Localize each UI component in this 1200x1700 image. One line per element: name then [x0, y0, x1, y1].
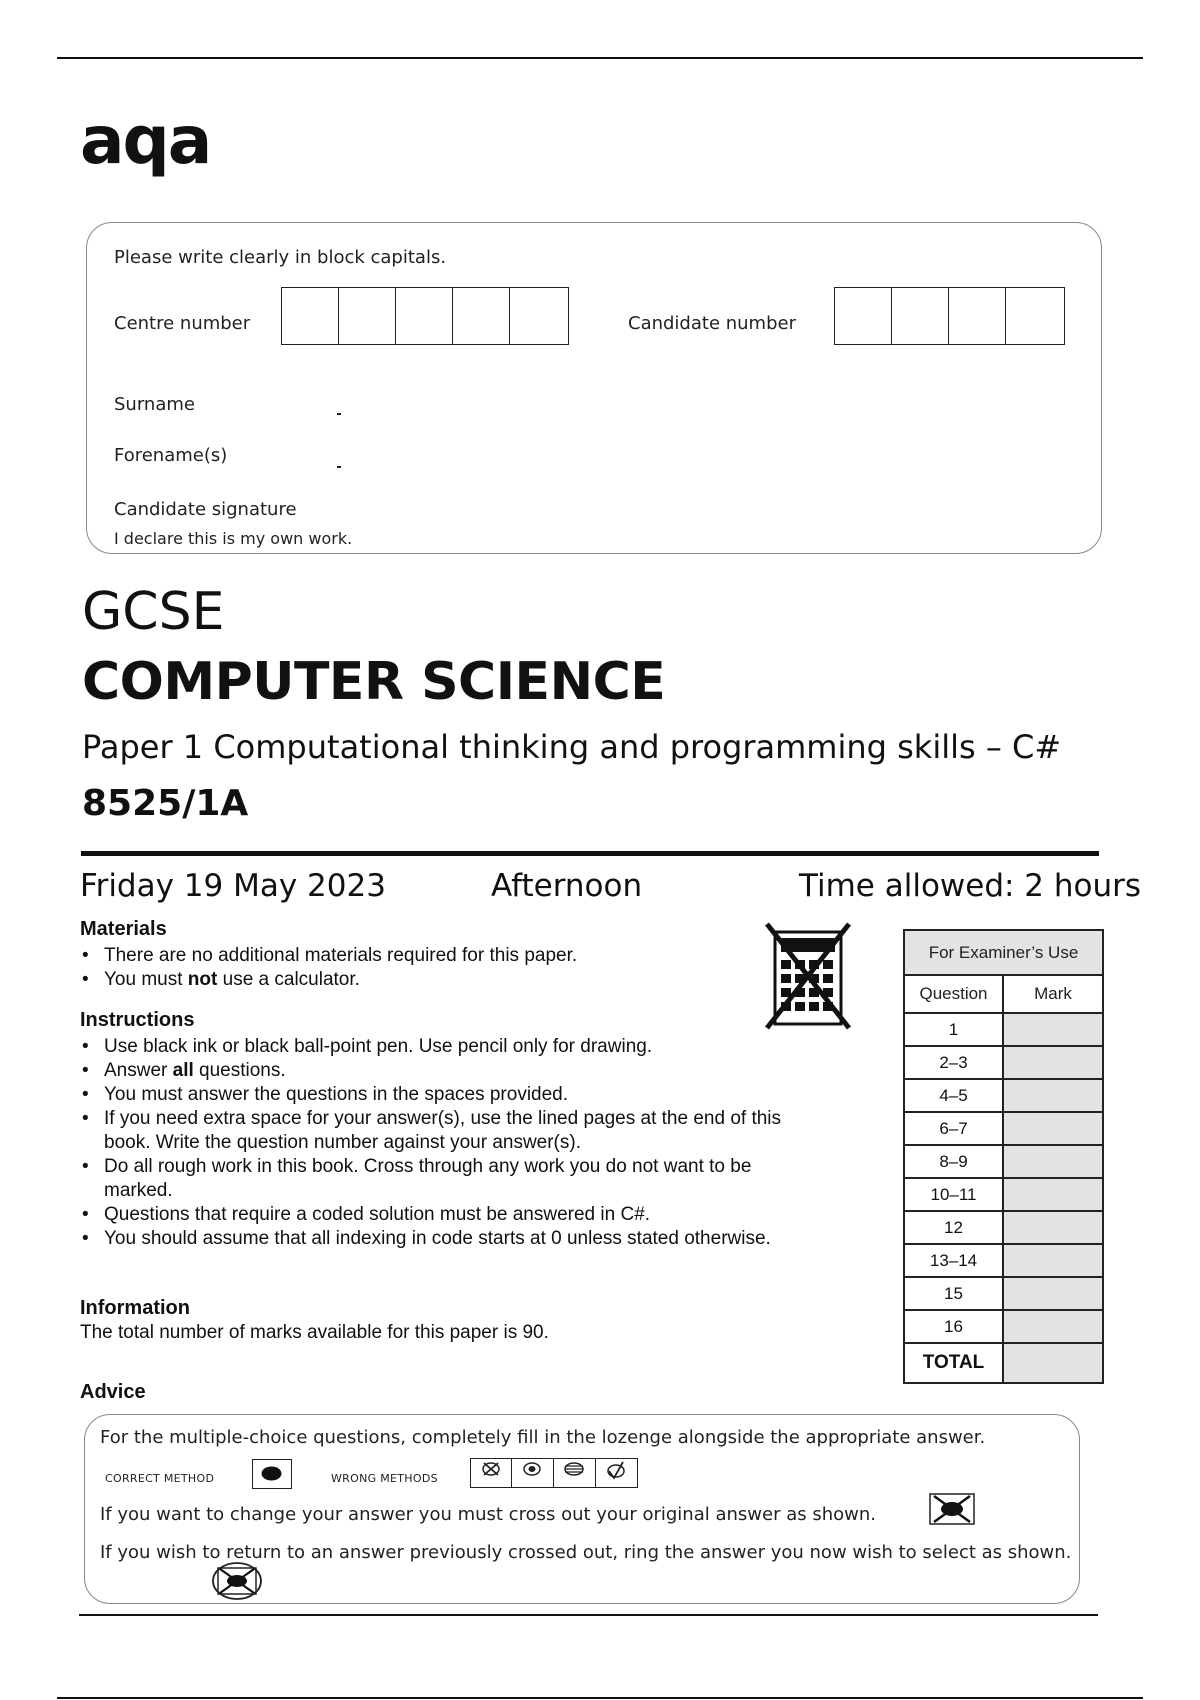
instructions-list — [80, 1035, 870, 1251]
page-bottom-rule — [57, 1697, 1143, 1699]
table-row — [904, 1244, 1103, 1277]
mark-cell — [1003, 1046, 1103, 1079]
question-number: 8–9 — [904, 1145, 1003, 1178]
advice-heading: Advice — [80, 1381, 146, 1403]
title-rule — [81, 851, 1099, 856]
correct-method-label: CORRECT METHOD — [105, 1472, 215, 1485]
wrong-method-lozenge — [512, 1458, 554, 1488]
examiners-use-title: For Examiner’s Use — [904, 930, 1103, 975]
total-row — [904, 1343, 1103, 1383]
question-number: 1 — [904, 1013, 1003, 1046]
table-row — [904, 1112, 1103, 1145]
wrong-method-lozenge — [554, 1458, 596, 1488]
centre-number-box[interactable] — [339, 288, 396, 344]
table-row — [904, 1310, 1103, 1343]
signature-label: Candidate signature — [114, 499, 297, 520]
exam-session: Afternoon — [491, 868, 643, 904]
wrong-method-lozenge — [470, 1458, 512, 1488]
mark-cell — [1003, 1244, 1103, 1277]
table-row — [904, 1277, 1103, 1310]
list-item: • Questions that require a coded solution must be answered in C#. — [80, 1203, 870, 1227]
mark-cell — [1003, 1211, 1103, 1244]
candidate-number-box[interactable] — [949, 288, 1006, 344]
candidate-number-box[interactable] — [1006, 288, 1063, 344]
list-item: • Answer all questions. — [80, 1059, 870, 1083]
wrong-methods-label: WRONG METHODS — [331, 1472, 438, 1485]
surname-field[interactable] — [337, 413, 341, 415]
table-row — [904, 1013, 1103, 1046]
centre-number-box[interactable] — [510, 288, 567, 344]
mark-cell — [1003, 1013, 1103, 1046]
list-item: • You must answer the questions in the spaces provided. — [80, 1083, 870, 1107]
list-item: • You should assume that all indexing in code starts at 0 unless stated otherwise. — [80, 1227, 870, 1251]
mark-cell — [1003, 1112, 1103, 1145]
advice-line-3: If you wish to return to an answer previously crossed out, ring the answer you now wish to select as shown. — [100, 1542, 1072, 1563]
question-column-header: Question — [904, 975, 1003, 1013]
question-number: 6–7 — [904, 1112, 1003, 1145]
question-number: 4–5 — [904, 1079, 1003, 1112]
question-number: 15 — [904, 1277, 1003, 1310]
materials-list — [80, 944, 740, 992]
total-mark-cell — [1003, 1343, 1103, 1383]
time-allowed: Time allowed: 2 hours — [799, 868, 1142, 904]
centre-number-box[interactable] — [396, 288, 453, 344]
question-number: 16 — [904, 1310, 1003, 1343]
forenames-field[interactable] — [337, 466, 341, 468]
mark-cell — [1003, 1310, 1103, 1343]
centre-number-box[interactable] — [282, 288, 339, 344]
materials-heading: Materials — [80, 918, 167, 940]
paper-title: Paper 1 Computational thinking and programming skills – C# — [82, 728, 1062, 766]
centre-number-box[interactable] — [453, 288, 510, 344]
centre-number-label: Centre number — [114, 313, 251, 334]
hatched-lozenge-icon — [554, 1459, 594, 1486]
list-item: • Do all rough work in this book. Cross through any work you do not want to be marked. — [80, 1155, 784, 1203]
block-capitals-instruction: Please write clearly in block capitals. — [114, 247, 447, 268]
examiners-use-table — [903, 929, 1104, 1384]
wrong-methods-lozenges — [470, 1458, 638, 1488]
paper-code: 8525/1A — [82, 783, 249, 824]
mark-cell — [1003, 1178, 1103, 1211]
table-row — [904, 1178, 1103, 1211]
mark-column-header: Mark — [1003, 975, 1103, 1013]
mark-cell — [1003, 1079, 1103, 1112]
question-number: 13–14 — [904, 1244, 1003, 1277]
qualification-title: GCSE — [82, 582, 225, 642]
information-heading: Information — [80, 1297, 190, 1319]
total-label: TOTAL — [904, 1343, 1003, 1383]
candidate-number-boxes[interactable] — [834, 287, 1065, 345]
table-row — [904, 1211, 1103, 1244]
ticked-lozenge-icon — [596, 1459, 636, 1486]
table-row — [904, 1145, 1103, 1178]
list-item: • There are no additional materials required for this paper. — [80, 944, 740, 968]
advice-line-1: For the multiple-choice questions, completely fill in the lozenge alongside the appropriate answer. — [100, 1427, 986, 1448]
list-item: • Use black ink or black ball-point pen. Use pencil only for drawing. — [80, 1035, 870, 1059]
candidate-number-box[interactable] — [835, 288, 892, 344]
instructions-heading: Instructions — [80, 1009, 195, 1031]
centre-number-boxes[interactable] — [281, 287, 569, 345]
mark-cell — [1003, 1145, 1103, 1178]
candidate-number-box[interactable] — [892, 288, 949, 344]
dotted-lozenge-icon — [512, 1459, 552, 1486]
crossed-out-lozenge-icon — [928, 1492, 976, 1526]
question-number: 12 — [904, 1211, 1003, 1244]
aqa-logo: aqa — [80, 102, 211, 179]
table-row — [904, 1046, 1103, 1079]
subject-title: COMPUTER SCIENCE — [82, 652, 666, 712]
advice-line-2: If you want to change your answer you must cross out your original answer as shown. — [100, 1504, 876, 1525]
question-number: 2–3 — [904, 1046, 1003, 1079]
wrong-method-lozenge — [596, 1458, 638, 1488]
crossed-lozenge-icon — [471, 1459, 510, 1486]
information-text: The total number of marks available for this paper is 90. — [80, 1322, 549, 1343]
no-calculator-icon — [765, 920, 853, 1032]
exam-date: Friday 19 May 2023 — [80, 868, 386, 904]
filled-lozenge-icon — [253, 1460, 290, 1487]
mark-cell — [1003, 1277, 1103, 1310]
ringed-lozenge-icon — [210, 1560, 264, 1602]
table-row — [904, 1079, 1103, 1112]
list-item: • If you need extra space for your answer(s), use the lined pages at the end of this book. Write the question number against your answer(s). — [80, 1107, 824, 1155]
declaration-text: I declare this is my own work. — [114, 529, 353, 548]
top-rule — [57, 57, 1143, 59]
question-number: 10–11 — [904, 1178, 1003, 1211]
list-item: • You must not use a calculator. — [80, 968, 740, 992]
candidate-number-label: Candidate number — [628, 313, 796, 334]
surname-label: Surname — [114, 394, 195, 415]
correct-method-lozenge — [252, 1459, 292, 1489]
forenames-label: Forename(s) — [114, 445, 228, 466]
advice-bottom-rule — [79, 1614, 1098, 1616]
